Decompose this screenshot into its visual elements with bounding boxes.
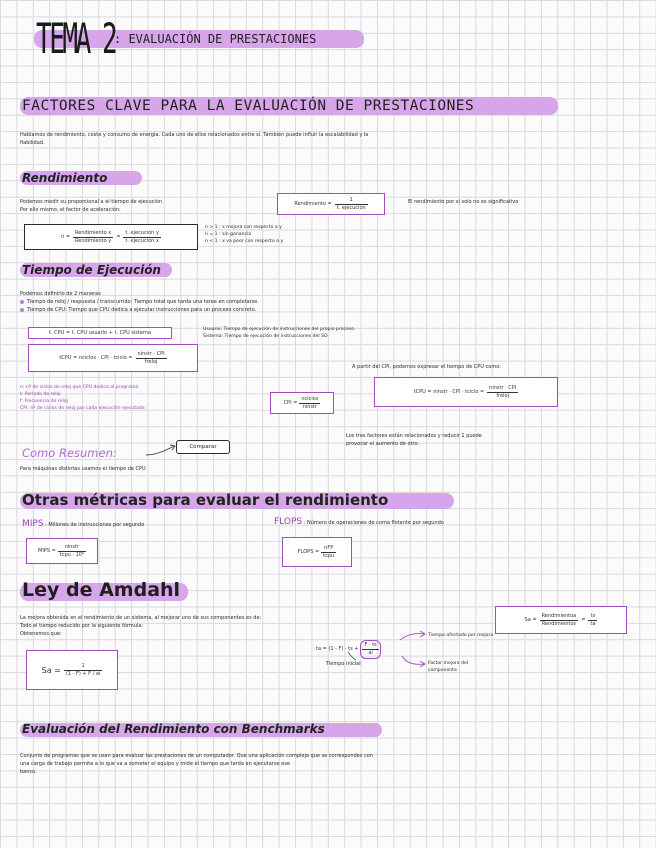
resumen-label: Como Resumen:	[22, 446, 117, 460]
tema-subtitle: : EVALUACIÓN DE PRESTACIONES	[114, 32, 317, 46]
mips-text: : Millones de instrucciones por segundo	[45, 522, 145, 528]
sa2-formula-left: Sa =	[41, 665, 61, 675]
section1-text-line2: fiabilidad.	[20, 140, 45, 146]
speedup-n: n =	[61, 233, 71, 240]
speedup-cond2: n = 1 : sin ganancia	[205, 232, 252, 237]
rendimiento-formula-left: Rendimiento =	[294, 200, 332, 207]
flops-line	[274, 518, 444, 527]
cpu-sum: t. CPU = t. CPU usuario + t. CPU sistema	[49, 329, 151, 336]
factores-line1: Los tres factores están relacionados y reducir 1 puede	[346, 433, 482, 439]
resumen-arrow-icon	[144, 441, 180, 459]
benchmarks-text-line2: una carga de trabajo permite a lo que va a someter el equipo y mide el tiempo que tarda en ejecutarse ese	[20, 761, 290, 767]
cpi-formula-den: ninstr	[302, 403, 318, 410]
mips-formula-num: ninstr	[58, 544, 86, 552]
speedup-frac1	[73, 230, 113, 245]
tcpu-formula-left: tCPU = nciclos · CPI · tciclo =	[59, 354, 133, 361]
tiempo-title: Tiempo de Ejecución	[22, 263, 161, 277]
flops-label: FLOPS	[274, 517, 303, 527]
cpu-sum-box	[28, 327, 172, 339]
tcpu2-formula-den: freloj	[496, 392, 510, 399]
rendimiento-note: El rendimiento por sí solo no es significativo	[408, 199, 519, 205]
rendimiento-title: Rendimiento	[22, 171, 108, 185]
mips-formula-box	[26, 538, 98, 564]
flops-formula-box	[282, 537, 352, 567]
benchmarks-text-line3: banco.	[20, 769, 37, 775]
tcpu-formula-den: freloj	[144, 358, 158, 365]
mips-formula-den: tcpu · 10⁶	[59, 551, 84, 558]
tcpu-formula-num: ninstr · CPI	[137, 350, 165, 357]
section1-text-line1: Hablamos de rendimiento, coste y consumo de energía. Cada uno de ellos relacionados entre sí. También puede influir la escalabilidad y la	[20, 132, 369, 138]
amdahl-text-line3: Obtenemos que:	[20, 631, 62, 637]
mips-label: MIPS	[22, 519, 44, 529]
tcpu2-formula-left: tCPU = ninstr · CPI · tciclo =	[413, 388, 485, 395]
benchmarks-text	[20, 752, 620, 776]
rendimiento-formula-den: t. ejecución	[336, 204, 366, 211]
comparar-box	[176, 440, 230, 454]
amdahl-text-line2: Todo el tiempo reducido por la siguiente fórmula:	[20, 623, 144, 629]
sa2-formula-box	[26, 650, 118, 690]
speedup-eq: =	[116, 233, 121, 240]
cpi-formula-box	[270, 392, 334, 414]
rendimiento-formula-box	[277, 193, 385, 215]
rendimiento-text-line1: Podemos medir su proporcional a el tiempo de ejecución	[20, 199, 163, 205]
benchmarks-text-line1: Conjunto de programas que se usan para evaluar las prestaciones de un computador. Que una aplicación compleja que se correspondes con	[20, 753, 374, 759]
flops-formula-left: FLOPS =	[297, 548, 320, 555]
cpi-formula-frac	[299, 396, 320, 411]
flops-formula-frac	[321, 545, 336, 560]
mips-line	[22, 520, 144, 529]
tcpu2-formula-box	[374, 377, 558, 407]
cpu-sistema: Sistema: Tiempo de ejecución de instrucciones del SO	[203, 334, 328, 339]
ta-formula-num: F · ts	[364, 642, 377, 648]
speedup-den2: t. ejecución x	[125, 237, 159, 244]
amdahl-title: Ley de Amdahl	[22, 579, 181, 601]
tiempo-bullets	[20, 298, 440, 314]
mips-formula-left: MIPS =	[38, 547, 56, 554]
flops-formula-den: tcpu	[323, 552, 335, 559]
ta-formula-left: ta = (1 - F) · ts +	[316, 646, 359, 652]
tcpu2-formula-frac	[487, 385, 518, 400]
cpi-formula-left: CPI =	[283, 399, 298, 406]
tcpu2-formula-num: ninstr · CPI	[489, 384, 517, 391]
cpi-formula-num: nciclos	[301, 395, 319, 402]
sa-formula-box	[495, 606, 627, 634]
sa-formula-frac1	[540, 613, 579, 628]
factores-line2: provocar el aumento de otro.	[346, 441, 420, 447]
tema-title: TEMA 2	[36, 14, 116, 63]
comparar-text: Comparar	[189, 444, 217, 450]
cpu-usuario: Usuario: Tiempo de ejecución de instrucciones del propio proceso	[203, 327, 355, 332]
ta-formula-den: ai	[368, 650, 373, 656]
tiempo-bullet1	[20, 298, 440, 306]
tiempo-legend	[20, 384, 280, 412]
rendimiento-formula-frac	[335, 197, 368, 212]
sa-formula-den: Rendimientos	[541, 620, 576, 627]
sa-formula-eq: =	[581, 616, 586, 623]
tiempo-legend2: t: Período de reloj	[20, 392, 61, 397]
rendimiento-text-line2: Por ello mismo, el factor de aceleración:	[20, 207, 121, 213]
bullet-dot	[20, 300, 24, 304]
sa-formula-den2: ta	[590, 620, 596, 627]
benchmarks-title: Evaluación del Rendimiento con Benchmarks	[22, 722, 325, 736]
rendimiento-formula-num: 1	[335, 197, 368, 205]
mips-formula-frac	[58, 544, 86, 559]
speedup-frac2	[123, 230, 161, 245]
section1-title: FACTORES CLAVE PARA LA EVALUACIÓN DE PRESTACIONES	[22, 98, 475, 114]
cpu-breakdown	[203, 326, 463, 340]
sa2-formula-num: 1	[64, 663, 103, 671]
tiempo-bullet2	[20, 306, 440, 314]
sa2-formula-frac	[64, 663, 103, 678]
amdahl-text-line1: La mejora obtenida en el rendimiento de un sistema, al mejorar uno de sus componentes es de:	[20, 615, 262, 621]
resumen-text: Para máquinas distintas usamos el tiempo de CPU	[20, 466, 146, 472]
tiempo-bullet2-text: Tiempo de CPU: Tiempo que CPU dedica a ejecutar instrucciones para un proceso concreto.	[27, 307, 257, 313]
speedup-formula-box	[24, 224, 198, 250]
ta-label1: Tiempo afectado por mejora	[428, 633, 494, 638]
speedup-cond3: n < 1 : x va peor con respecto a y	[205, 239, 284, 244]
sa-formula-left: Sa =	[524, 616, 537, 623]
tiempo-bullet1-text: Tiempo de reloj / respuesta / transcurrido: Tiempo total que tarda una tarea en completarse.	[27, 299, 259, 305]
flops-formula-num: nFP	[321, 545, 336, 553]
ta-label2: Factor mejora del componente	[428, 661, 469, 673]
bullet-dot	[20, 308, 24, 312]
metricas-title: Otras métricas para evaluar el rendimiento	[22, 491, 389, 509]
speedup-den1: Rendimiento y	[75, 237, 112, 244]
speedup-num1: Rendimiento x	[75, 229, 112, 236]
tiempo-legend1: n: nº de ciclos de reloj que CPU dedica al programa	[20, 385, 139, 390]
rendimiento-text	[20, 198, 270, 214]
tiempo-legend3: f: Frecuencia de reloj	[20, 399, 68, 404]
flops-text: : Número de operaciones de coma flotante por segundo	[303, 520, 444, 526]
factores-text	[346, 432, 646, 448]
tiempo-legend4: CPI: nº de ciclos de reloj por cada ejecución ejecutada	[20, 406, 145, 411]
speedup-num2: t. ejecución y	[125, 229, 159, 236]
sa-formula-num2: ts	[588, 613, 597, 621]
sa-formula-frac2	[588, 613, 597, 628]
section1-text	[20, 131, 620, 147]
speedup-cond1: n > 1 : x mejora con respecto a y	[205, 225, 282, 230]
sa-formula-num: Rendimientoa	[541, 612, 577, 619]
sa2-formula-den: (1 - F) + F / ai	[65, 670, 101, 677]
tcpu-formula-frac	[136, 351, 167, 366]
cpi-text: A partir del CPI, podemos expresar el tiempo de CPU como:	[352, 364, 501, 370]
tcpu-formula-box	[28, 344, 198, 372]
ta-label3: Tiempo inicial	[326, 661, 361, 667]
tiempo-intro: Podemos definirlo de 2 maneras	[20, 291, 101, 297]
speedup-conditions	[205, 224, 355, 245]
